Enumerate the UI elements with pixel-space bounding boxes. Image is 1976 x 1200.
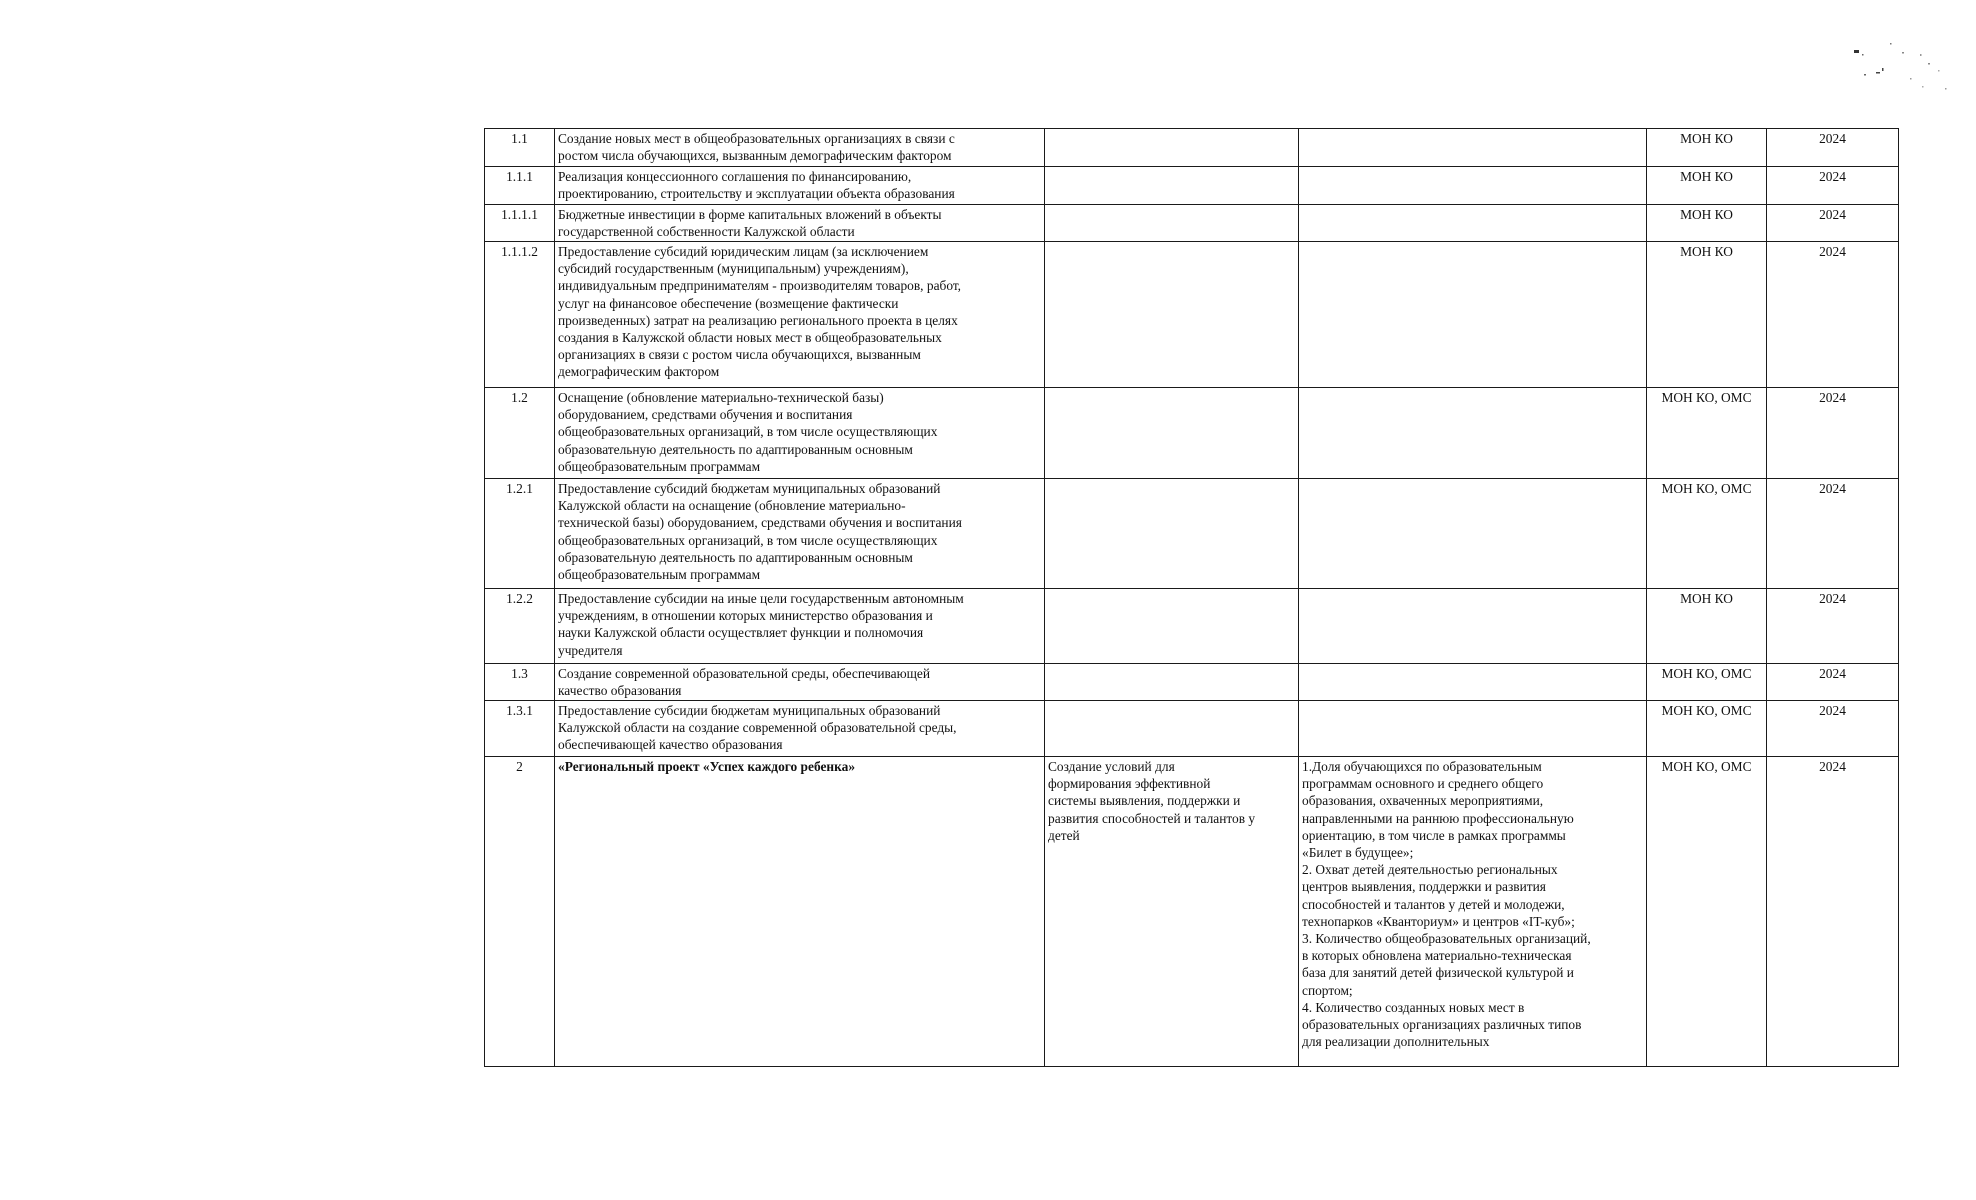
goal-cell (1045, 388, 1299, 479)
year-cell: 2024 (1767, 479, 1899, 589)
table-row (485, 589, 1899, 664)
year-cell: 2024 (1767, 664, 1899, 701)
table-row (485, 757, 1899, 1067)
table-row (485, 129, 1899, 167)
executor-cell: МОН КО (1647, 589, 1767, 664)
measures-table (484, 128, 1899, 1067)
indicators-cell (1299, 701, 1647, 757)
goal-cell (1045, 205, 1299, 242)
measure-name: Предоставление субсидий юридическим лицам (за исключением субсидий государственным (муниципальным) учреждениям), индивидуальным предпринимателям - производителям товаров, работ, услуг на финансовое обеспечение (возмещение фактически произведенных) затрат на реализацию регионального проекта в целях создания в Калужской области новых мест в общеобразовательных организациях в связи с ростом числа обучающихся, вызванным демографическим фактором (555, 242, 1045, 388)
goal-cell (1045, 242, 1299, 388)
row-number: 1.2.2 (485, 589, 555, 664)
row-number: 1.2 (485, 388, 555, 479)
goal-cell (1045, 129, 1299, 167)
row-number: 1.3.1 (485, 701, 555, 757)
year-cell: 2024 (1767, 129, 1899, 167)
table-row (485, 701, 1899, 757)
goal-cell (1045, 701, 1299, 757)
table-row (485, 388, 1899, 479)
year-cell: 2024 (1767, 205, 1899, 242)
year-cell: 2024 (1767, 701, 1899, 757)
indicators-cell (1299, 242, 1647, 388)
measure-name: Создание новых мест в общеобразовательных организациях в связи с ростом числа обучающихся, вызванным демографическим фактором (555, 129, 1045, 167)
measure-name: Предоставление субсидии бюджетам муниципальных образований Калужской области на создание современной образовательной среды, обеспечивающей качество образования (555, 701, 1045, 757)
table-row (485, 167, 1899, 205)
executor-cell: МОН КО, ОМС (1647, 757, 1767, 1067)
row-number: 1.1.1.2 (485, 242, 555, 388)
executor-cell: МОН КО (1647, 205, 1767, 242)
executor-cell: МОН КО, ОМС (1647, 664, 1767, 701)
project-title: «Региональный проект «Успех каждого ребенка» (555, 757, 1045, 1067)
table-row (485, 205, 1899, 242)
goal-cell (1045, 479, 1299, 589)
indicators-cell (1299, 479, 1647, 589)
indicators-cell (1299, 167, 1647, 205)
year-cell: 2024 (1767, 167, 1899, 205)
goal-cell: Создание условий для формирования эффективной системы выявления, поддержки и развития способностей и талантов у детей (1045, 757, 1299, 1067)
executor-cell: МОН КО (1647, 167, 1767, 205)
year-cell: 2024 (1767, 757, 1899, 1067)
measure-name: Создание современной образовательной среды, обеспечивающей качество образования (555, 664, 1045, 701)
executor-cell: МОН КО, ОМС (1647, 479, 1767, 589)
row-number: 1.1 (485, 129, 555, 167)
scan-specks (1810, 28, 1960, 108)
year-cell: 2024 (1767, 589, 1899, 664)
table-row (485, 242, 1899, 388)
indicators-cell (1299, 129, 1647, 167)
indicators-cell (1299, 205, 1647, 242)
row-number: 2 (485, 757, 555, 1067)
executor-cell: МОН КО (1647, 129, 1767, 167)
measure-name: Предоставление субсидий бюджетам муниципальных образований Калужской области на оснащение (обновление материально- технической базы) оборудованием, средствами обучения и воспитания общеобразовательных организаций, в том числе осуществляющих образовательную деятельность по адаптированным основным общеобразовательным программам (555, 479, 1045, 589)
year-cell: 2024 (1767, 242, 1899, 388)
executor-cell: МОН КО (1647, 242, 1767, 388)
year-cell: 2024 (1767, 388, 1899, 479)
row-number: 1.3 (485, 664, 555, 701)
measure-name: Реализация концессионного соглашения по финансированию, проектированию, строительству и эксплуатации объекта образования (555, 167, 1045, 205)
indicators-cell (1299, 589, 1647, 664)
executor-cell: МОН КО, ОМС (1647, 388, 1767, 479)
row-number: 1.1.1 (485, 167, 555, 205)
table-row (485, 479, 1899, 589)
goal-cell (1045, 589, 1299, 664)
table-row (485, 664, 1899, 701)
goal-cell (1045, 167, 1299, 205)
measure-name: Бюджетные инвестиции в форме капитальных вложений в объекты государственной собственности Калужской области (555, 205, 1045, 242)
indicators-cell (1299, 664, 1647, 701)
row-number: 1.2.1 (485, 479, 555, 589)
row-number: 1.1.1.1 (485, 205, 555, 242)
indicators-cell: 1.Доля обучающихся по образовательным программам основного и среднего общего образования, охваченных мероприятиями, направленными на раннюю профессиональную ориентацию, в том числе в рамках программы «Билет в будущее»; 2. Охват детей деятельностью региональных центров выявления, поддержки и развития способностей и талантов у детей и молодежи, технопарков «Кванториум» и центров «IT-куб»; 3. Количество общеобразовательных организаций, в которых обновлена материально-техническая база для занятий детей физической культурой и спортом; 4. Количество созданных новых мест в образовательных организациях различных типов для реализации дополнительных (1299, 757, 1647, 1067)
measure-name: Предоставление субсидии на иные цели государственным автономным учреждениям, в отношении которых министерство образования и науки Калужской области осуществляет функции и полномочия учредителя (555, 589, 1045, 664)
executor-cell: МОН КО, ОМС (1647, 701, 1767, 757)
measure-name: Оснащение (обновление материально-технической базы) оборудованием, средствами обучения и воспитания общеобразовательных организаций, в том числе осуществляющих образовательную деятельность по адаптированным основным общеобразовательным программам (555, 388, 1045, 479)
indicators-cell (1299, 388, 1647, 479)
goal-cell (1045, 664, 1299, 701)
